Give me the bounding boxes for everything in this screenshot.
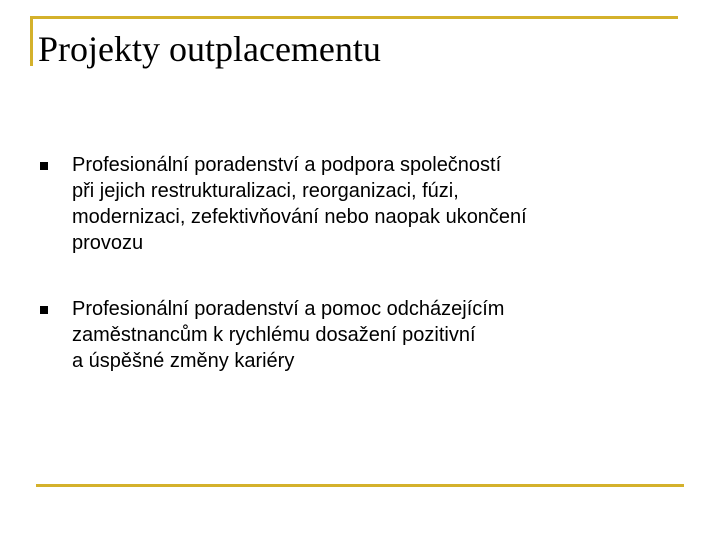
bullet-item [40, 152, 680, 256]
square-bullet-icon [40, 162, 48, 170]
bullet-text-line: provozu [72, 232, 144, 254]
bullet-text-line: a úspěšné změny kariéry [72, 350, 295, 372]
bullet-text-line: Profesionální poradenství a pomoc odcházejícím [72, 298, 505, 320]
bottom-accent-line [36, 484, 684, 487]
top-accent-line [30, 16, 678, 19]
slide-title: Projekty outplacementu [38, 29, 381, 69]
bullet-text-line: při jejich restrukturalizaci, reorganizaci, fúzi, [72, 180, 459, 202]
left-accent-line [30, 16, 33, 66]
square-bullet-icon [40, 306, 48, 314]
bullet-text-line: Profesionální poradenství a podpora společností [72, 154, 502, 176]
bullet-list [40, 152, 680, 374]
bullet-item [40, 296, 680, 374]
bullet-text-line: zaměstnancům k rychlému dosažení pozitivní [72, 324, 476, 346]
bullet-text-line: modernizaci, zefektivňování nebo naopak ukončení [72, 206, 527, 228]
